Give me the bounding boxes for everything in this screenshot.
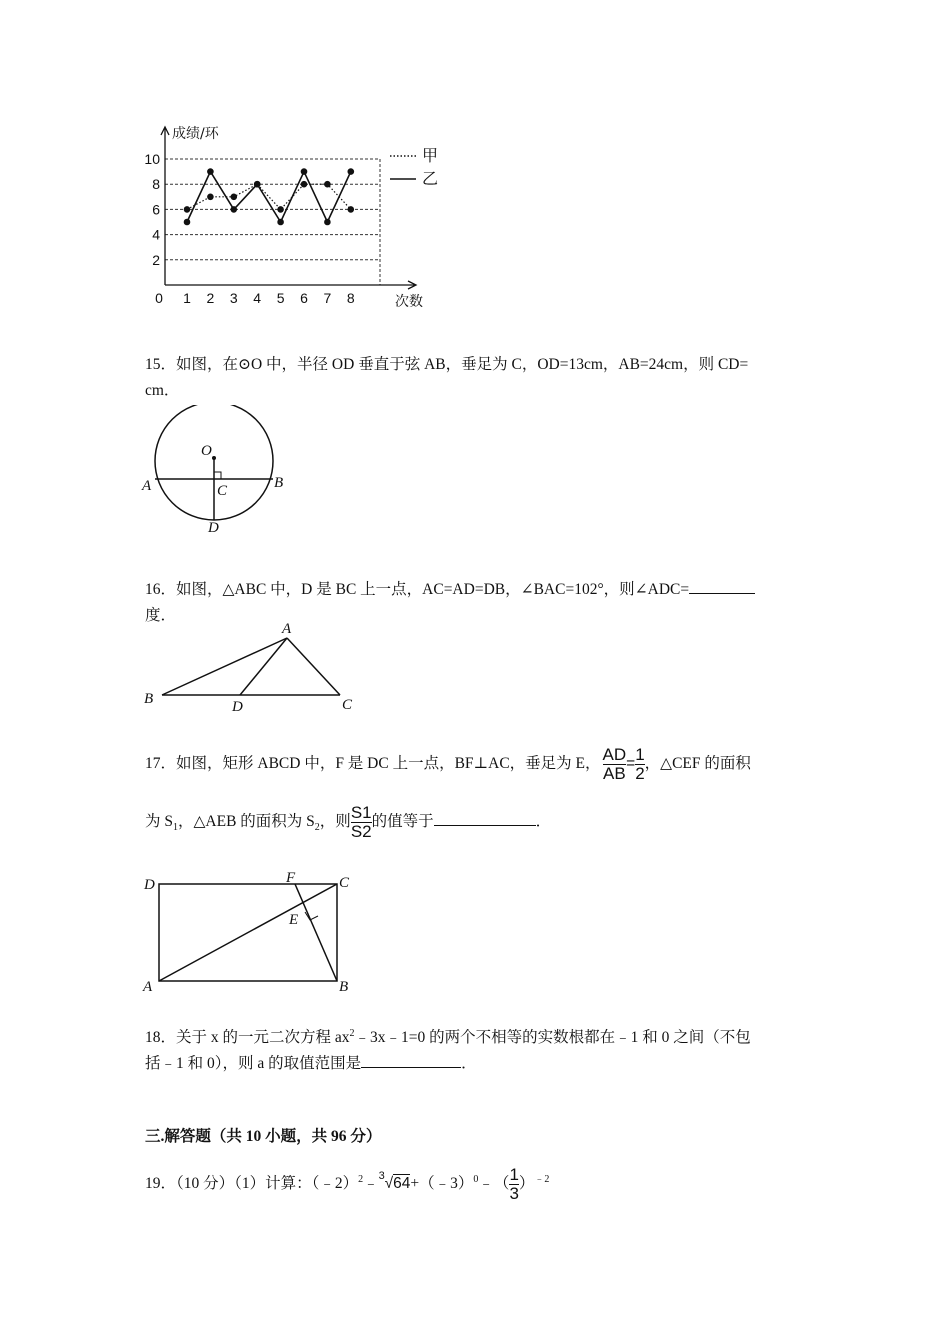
- x-tick-label: 4: [253, 290, 262, 306]
- x-tick-label: 3: [229, 290, 238, 306]
- q17-stem-c: 为 S: [145, 813, 173, 830]
- q15-text-line1: 15．如图，在⊙O 中，半径 OD 垂直于弦 AB，垂足为 C，OD=13cm，AB=24cm，则 CD=: [145, 356, 749, 373]
- q17-text-line1: [145, 745, 751, 783]
- q19-fraction-one-third: [509, 1166, 518, 1203]
- q19-text-line: [145, 1150, 549, 1214]
- data-point: [207, 168, 214, 175]
- q19-stem-d: ﹣（: [478, 1175, 510, 1193]
- q18-stem-d: ．: [461, 1055, 477, 1072]
- radical-sign-icon: √: [384, 1175, 394, 1193]
- q15-label-b: B: [274, 475, 284, 491]
- q17-frac2-num: 1: [635, 745, 645, 765]
- q17-frac1-den: AB: [602, 763, 626, 783]
- q16-label-a: A: [282, 621, 292, 637]
- q19-stem-c: +（﹣3）: [410, 1175, 474, 1193]
- legend-label: 甲: [422, 146, 439, 165]
- q17-stem-d: ，△AEB 的面积为 S: [178, 813, 315, 830]
- data-point: [277, 219, 284, 226]
- q19-root-index: 3: [378, 1170, 385, 1183]
- q16-triangle-figure: [138, 615, 368, 720]
- data-point: [184, 206, 191, 213]
- q15-label-c: C: [217, 483, 228, 499]
- data-point: [301, 168, 308, 175]
- q17-label-f: F: [286, 870, 296, 886]
- q19-sup2: 0: [473, 1174, 479, 1185]
- q17-text-line2: [145, 800, 551, 850]
- q17-label-d: D: [144, 877, 155, 893]
- q16-label-d: D: [232, 699, 243, 715]
- q15-circle-figure: [138, 405, 298, 540]
- q17-frac3-den: S2: [350, 821, 372, 841]
- origin-label: 0: [155, 290, 163, 306]
- data-point: [301, 181, 308, 188]
- q19-cube-root: [379, 1154, 411, 1214]
- q17-stem-a: 17．如图，矩形 ABCD 中，F 是 DC 上一点，BF⊥AC，垂足为 E，: [145, 755, 601, 772]
- q17-equals: =: [626, 755, 636, 772]
- q17-answer-blank: [434, 825, 536, 826]
- q19-sup1: 2: [358, 1174, 364, 1185]
- score-line-chart: [140, 118, 450, 318]
- q17-label-c: C: [339, 875, 350, 891]
- q19-stem-b: ﹣: [363, 1175, 379, 1193]
- x-tick-label: 8: [346, 290, 355, 306]
- x-tick-label: 6: [300, 290, 308, 306]
- q18-sup: 2: [349, 1027, 355, 1039]
- x-tick-label: 7: [323, 290, 332, 306]
- q18-text-line2: [145, 1051, 477, 1073]
- y-tick-label: 2: [152, 251, 160, 268]
- data-point: [231, 206, 238, 213]
- section3-heading: 三.解答题（共 10 小题，共 96 分）: [145, 1128, 382, 1145]
- data-point: [207, 194, 214, 201]
- q16-stem: 16．如图，△ABC 中，D 是 BC 上一点，AC=AD=DB，∠BAC=102°，则∠ADC=: [145, 581, 690, 598]
- q15-text-line2: cm．: [145, 382, 180, 399]
- q17-frac1-num: AD: [602, 745, 627, 765]
- q19-radicand: 64: [393, 1175, 411, 1193]
- q19-stem-e: ）: [518, 1175, 535, 1193]
- q17-fraction-one-half: [635, 746, 644, 783]
- q15-label-a: A: [142, 478, 152, 494]
- y-tick-label: 8: [152, 176, 160, 193]
- legend-label: 乙: [422, 169, 439, 188]
- q17-label-e: E: [289, 912, 299, 928]
- data-point: [254, 181, 261, 188]
- q19-sup3: ﹣2: [534, 1174, 550, 1185]
- q17-fraction-ad-ab: [603, 746, 627, 783]
- q18-stem-b: ﹣3x﹣1=0 的两个不相等的实数根都在﹣1 和 0 之间（不包: [354, 1029, 751, 1046]
- x-tick-label: 5: [276, 290, 285, 306]
- q17-rectangle-figure: [138, 865, 368, 1000]
- q15-label-o: O: [201, 443, 212, 459]
- q16-answer-blank: [689, 593, 755, 594]
- q17-label-a: A: [143, 979, 153, 995]
- q16-text-line1: [145, 577, 755, 599]
- data-point: [348, 206, 355, 213]
- q17-sub2: 2: [314, 822, 320, 834]
- q17-sub1: 1: [173, 822, 178, 834]
- x-tick-label: 1: [183, 290, 191, 306]
- q18-answer-blank: [361, 1067, 461, 1068]
- data-point: [348, 168, 355, 175]
- q17-stem-e: ，则: [319, 813, 351, 830]
- q18-text-line1: [145, 1025, 751, 1047]
- q17-frac3-num: S1: [350, 803, 372, 823]
- data-point: [324, 181, 331, 188]
- q17-frac2-den: 2: [635, 763, 645, 783]
- q17-stem-g: ．: [535, 813, 552, 830]
- y-tick-label: 4: [152, 226, 160, 243]
- q17-stem-f: 的值等于: [371, 813, 434, 830]
- q17-label-b: B: [339, 979, 349, 995]
- y-tick-label: 10: [144, 151, 160, 167]
- q19-frac-num: 1: [509, 1165, 519, 1185]
- q18-stem-a: 18．关于 x 的一元二次方程 ax: [145, 1029, 350, 1046]
- q16-label-b: B: [144, 691, 154, 707]
- q19-stem-a: 19．（10 分）（1）计算：（﹣2）: [145, 1175, 359, 1193]
- q15-label-d: D: [208, 520, 219, 536]
- y-axis-label: 成绩/环: [172, 126, 219, 142]
- x-tick-label: 2: [206, 290, 215, 306]
- data-point: [231, 194, 238, 201]
- q18-stem-c: 括﹣1 和 0），则 a 的取值范围是: [145, 1055, 362, 1072]
- data-point: [277, 206, 284, 213]
- data-point: [324, 219, 331, 226]
- q19-frac-den: 3: [509, 1184, 519, 1204]
- q16-label-c: C: [342, 697, 353, 713]
- x-axis-label: 次数: [395, 294, 423, 310]
- q17-stem-b: ，△CEF 的面积: [644, 755, 751, 772]
- data-point: [184, 219, 191, 226]
- q16-text-line2: 度．: [145, 607, 177, 624]
- q17-fraction-s1-s2: [351, 804, 372, 841]
- y-tick-label: 6: [152, 201, 160, 218]
